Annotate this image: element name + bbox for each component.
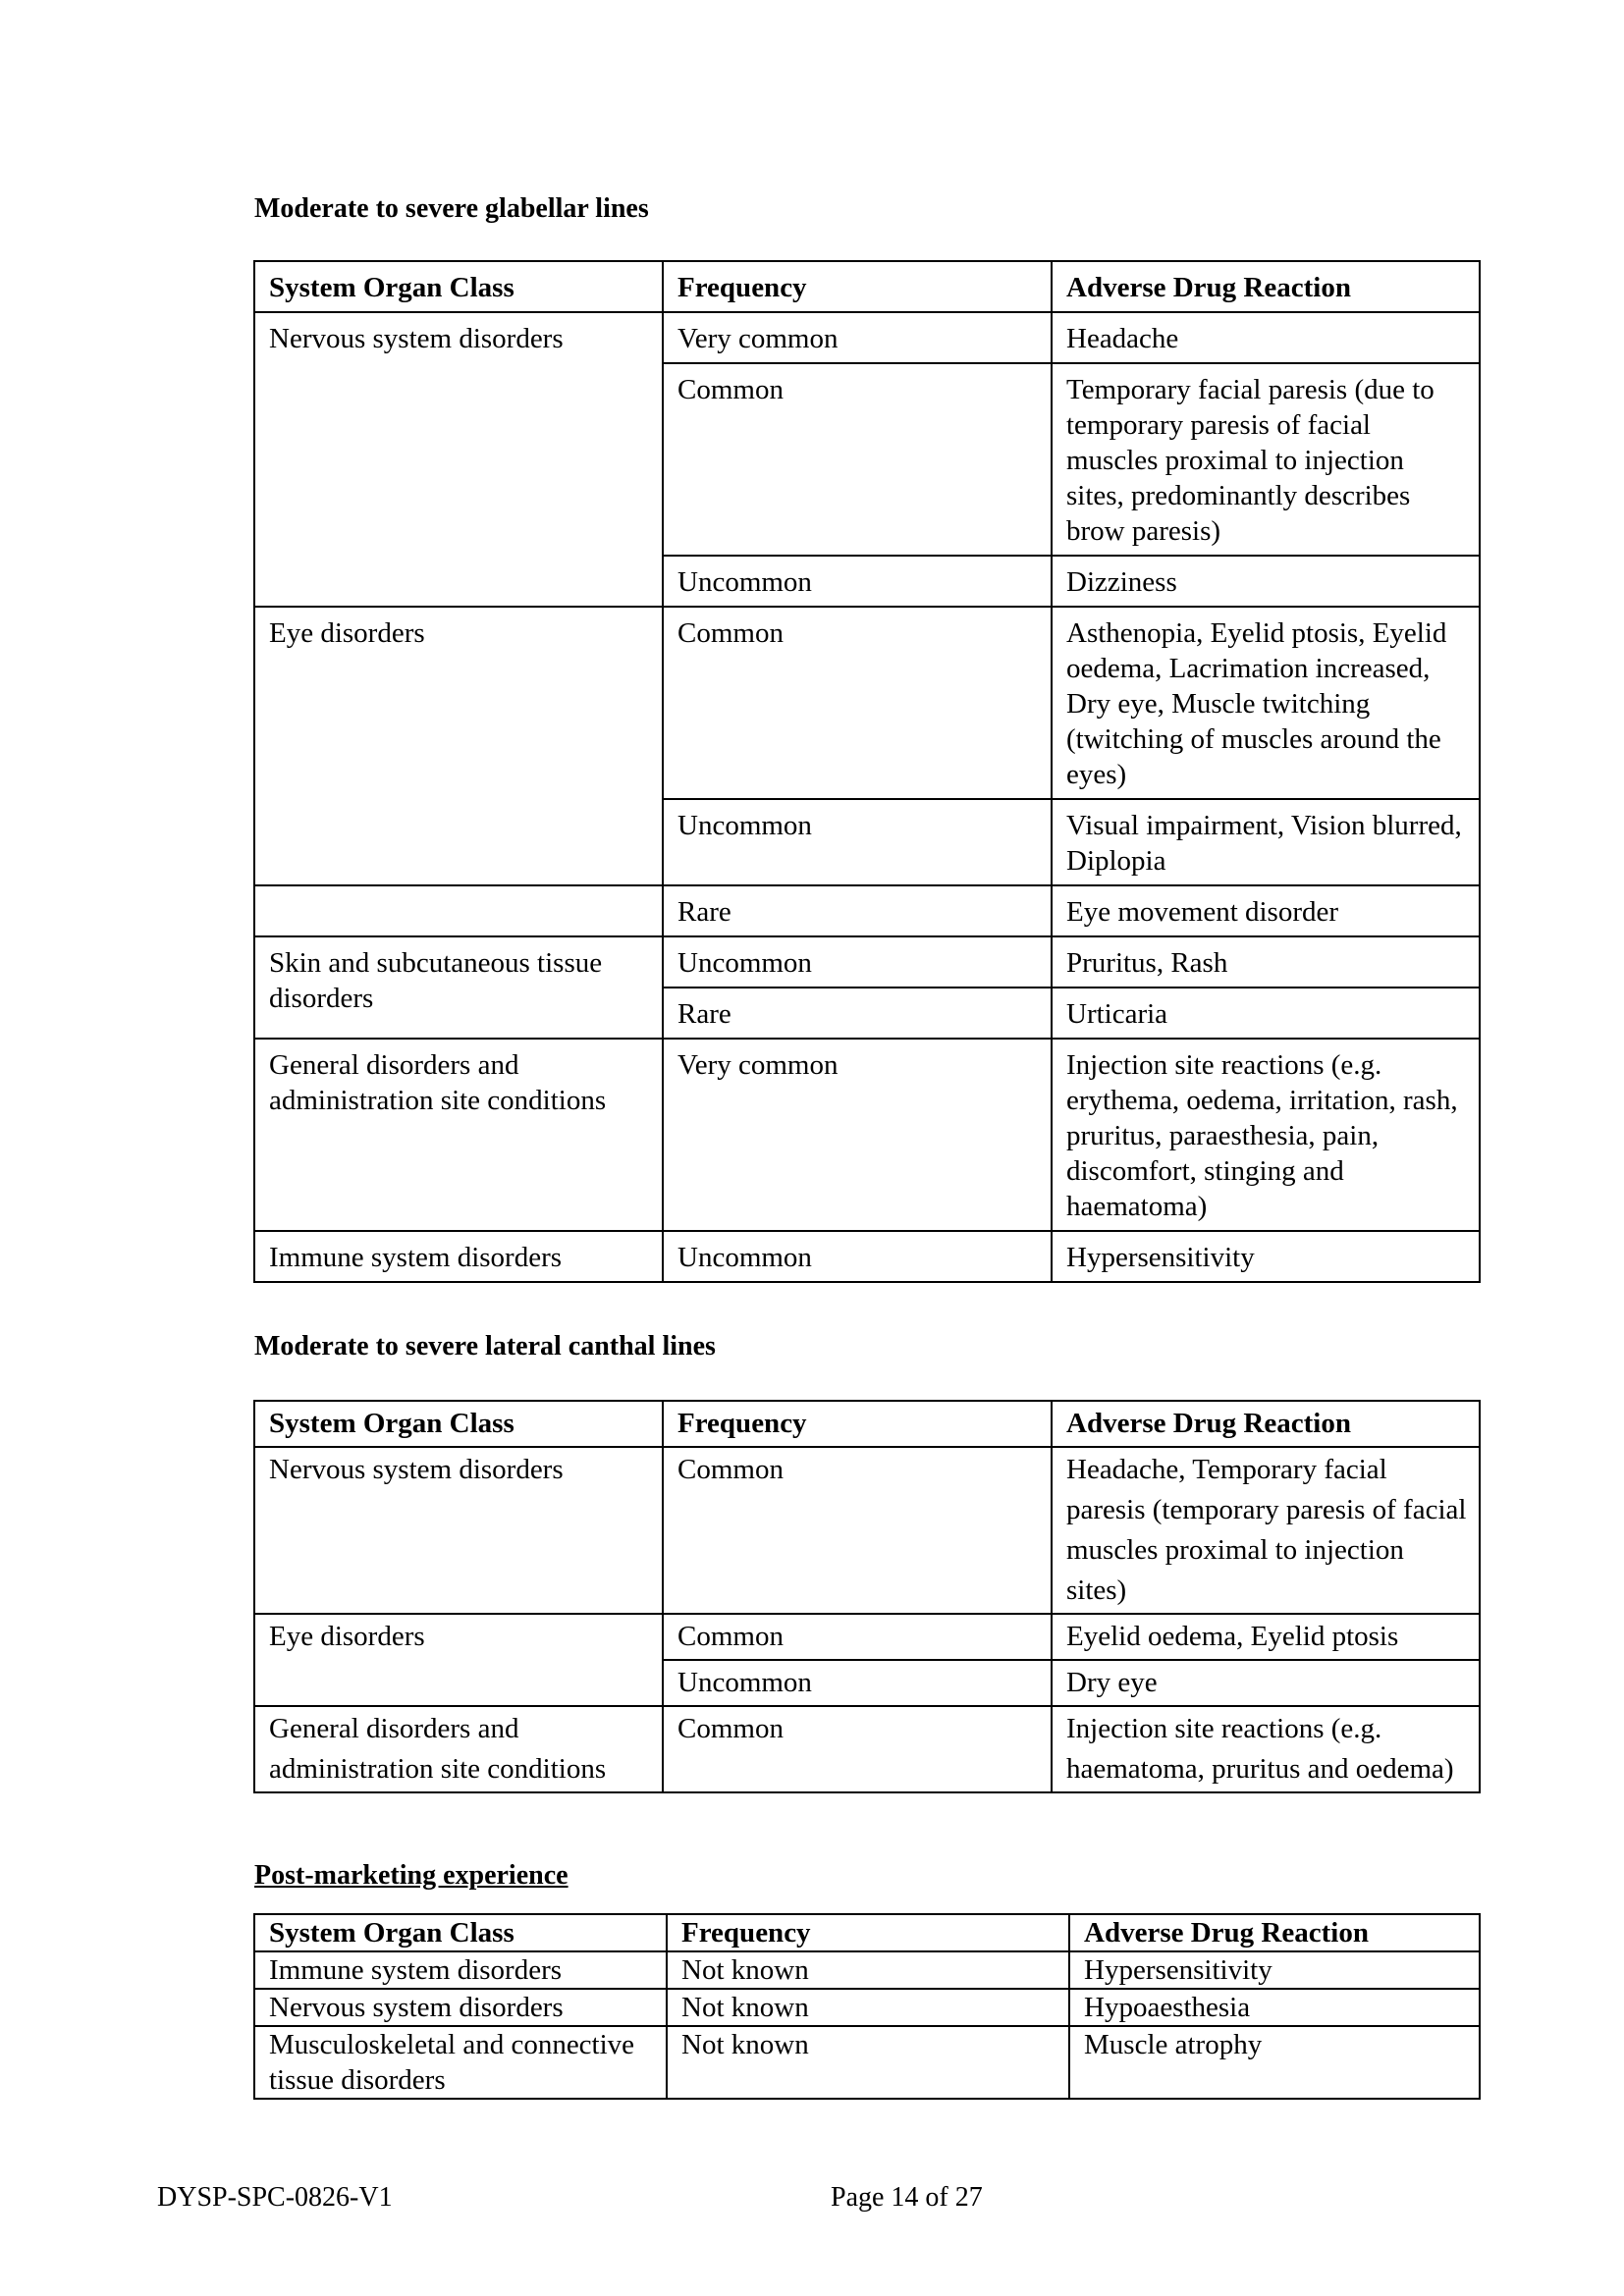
table-row (254, 885, 1480, 936)
table-header-row (254, 1914, 1480, 1951)
cell-soc: Immune system disorders (254, 1951, 667, 1989)
cell-frequency: Rare (663, 885, 1052, 936)
post-marketing-table (253, 1913, 1481, 2100)
table-row (254, 2026, 1480, 2099)
cell-frequency: Uncommon (663, 799, 1052, 885)
cell-adr: Dry eye (1052, 1660, 1480, 1706)
cell-frequency: Uncommon (663, 936, 1052, 988)
cell-frequency: Common (663, 1447, 1052, 1614)
cell-adr: Headache (1052, 312, 1480, 363)
table-row (254, 607, 1480, 799)
cell-frequency: Very common (663, 1039, 1052, 1231)
cell-soc: General disorders and administration site conditions (254, 1039, 663, 1231)
cell-soc: Musculoskeletal and connective tissue disorders (254, 2026, 667, 2099)
cell-frequency: Common (663, 607, 1052, 799)
cell-adr: Dizziness (1052, 556, 1480, 607)
table-header-row (254, 1401, 1480, 1447)
cell-adr: Headache, Temporary facial paresis (temporary paresis of facial muscles proximal to injection sites) (1052, 1447, 1480, 1614)
table-row (254, 1447, 1480, 1614)
cell-adr: Muscle atrophy (1069, 2026, 1480, 2099)
cell-soc: Nervous system disorders (254, 312, 663, 607)
cell-frequency: Not known (667, 1989, 1069, 2026)
cell-soc: Immune system disorders (254, 1231, 663, 1282)
cell-frequency: Rare (663, 988, 1052, 1039)
header-system-organ-class: System Organ Class (254, 261, 663, 312)
header-adverse-drug-reaction: Adverse Drug Reaction (1069, 1914, 1480, 1951)
cell-soc: Eye disorders (254, 1614, 663, 1706)
cell-frequency: Common (663, 1614, 1052, 1660)
lateral-canthal-lines-table (253, 1400, 1481, 1793)
cell-adr: Visual impairment, Vision blurred, Diplopia (1052, 799, 1480, 885)
cell-soc: Eye disorders (254, 607, 663, 885)
cell-frequency: Not known (667, 2026, 1069, 2099)
cell-adr: Injection site reactions (e.g. erythema, oedema, irritation, rash, pruritus, paraesthesia, pain, discomfort, stinging and haematoma) (1052, 1039, 1480, 1231)
footer-page-number: Page 14 of 27 (831, 2182, 983, 2213)
cell-frequency: Common (663, 363, 1052, 556)
table-row (254, 1039, 1480, 1231)
cell-frequency: Uncommon (663, 1231, 1052, 1282)
cell-soc: Nervous system disorders (254, 1989, 667, 2026)
cell-adr: Eye movement disorder (1052, 885, 1480, 936)
header-frequency: Frequency (667, 1914, 1069, 1951)
glabellar-lines-table (253, 260, 1481, 1283)
cell-frequency: Common (663, 1706, 1052, 1792)
cell-soc-empty (254, 885, 663, 936)
cell-soc: Skin and subcutaneous tissue disorders (254, 936, 663, 1039)
table-header-row (254, 261, 1480, 312)
cell-soc: Nervous system disorders (254, 1447, 663, 1614)
cell-frequency: Not known (667, 1951, 1069, 1989)
table-row (254, 1231, 1480, 1282)
cell-adr: Asthenopia, Eyelid ptosis, Eyelid oedema, Lacrimation increased, Dry eye, Muscle twitching (twitching of muscles around the eyes) (1052, 607, 1480, 799)
header-frequency: Frequency (663, 1401, 1052, 1447)
footer-document-id: DYSP-SPC-0826-V1 (157, 2182, 393, 2213)
table-row (254, 1951, 1480, 1989)
table-row (254, 1989, 1480, 2026)
cell-adr: Injection site reactions (e.g. haematoma, pruritus and oedema) (1052, 1706, 1480, 1792)
cell-frequency: Uncommon (663, 556, 1052, 607)
table-row (254, 1706, 1480, 1792)
cell-frequency: Uncommon (663, 1660, 1052, 1706)
section-title-glabellar: Moderate to severe glabellar lines (254, 193, 649, 224)
cell-adr: Hypersensitivity (1052, 1231, 1480, 1282)
header-adverse-drug-reaction: Adverse Drug Reaction (1052, 261, 1480, 312)
header-adverse-drug-reaction: Adverse Drug Reaction (1052, 1401, 1480, 1447)
header-system-organ-class: System Organ Class (254, 1401, 663, 1447)
table-row (254, 312, 1480, 363)
section-title-post-marketing: Post-marketing experience (254, 1860, 568, 1891)
header-frequency: Frequency (663, 261, 1052, 312)
cell-adr: Urticaria (1052, 988, 1480, 1039)
table-row (254, 1614, 1480, 1660)
cell-adr: Eyelid oedema, Eyelid ptosis (1052, 1614, 1480, 1660)
header-system-organ-class: System Organ Class (254, 1914, 667, 1951)
cell-adr: Pruritus, Rash (1052, 936, 1480, 988)
table-row (254, 936, 1480, 988)
section-title-lateral-canthal: Moderate to severe lateral canthal lines (254, 1331, 716, 1362)
cell-soc: General disorders and administration site conditions (254, 1706, 663, 1792)
cell-frequency: Very common (663, 312, 1052, 363)
cell-adr: Hypoaesthesia (1069, 1989, 1480, 2026)
cell-adr: Hypersensitivity (1069, 1951, 1480, 1989)
cell-adr: Temporary facial paresis (due to temporary paresis of facial muscles proximal to injection sites, predominantly describes brow paresis) (1052, 363, 1480, 556)
